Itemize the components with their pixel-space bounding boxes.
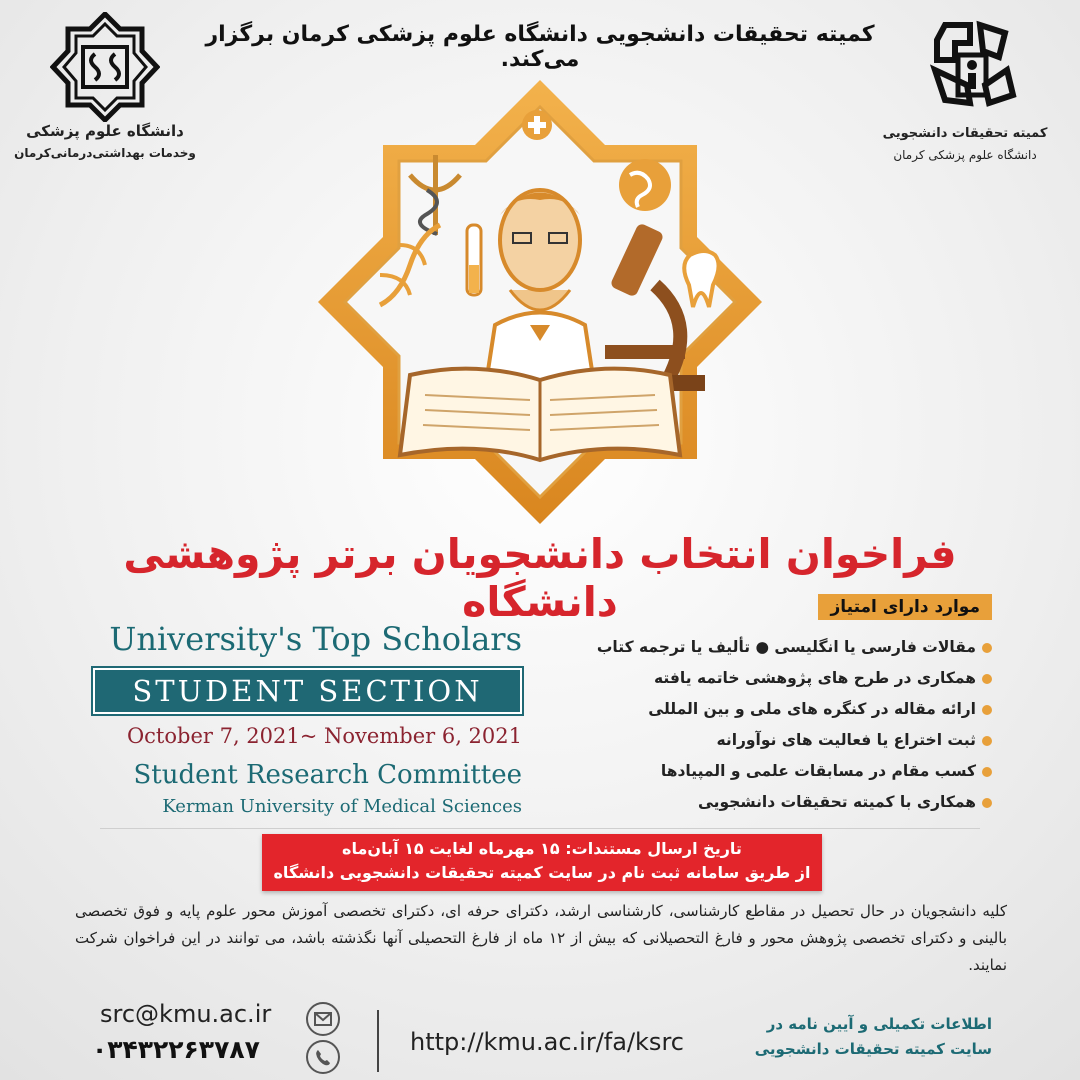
points-badge: موارد دارای امتیاز (818, 594, 992, 620)
src-logo-name: کمیته تحقیقات دانشجویی (882, 126, 1048, 141)
kmu-logo-name: دانشگاه علوم پزشکی (26, 122, 184, 140)
bullet-icon (982, 736, 992, 746)
bullet-icon (982, 767, 992, 777)
english-title: University's Top Scholars (109, 620, 522, 658)
main-title: فراخوان انتخاب دانشجویان برتر پژوهشی دانشگاه (123, 530, 957, 626)
email-icon (306, 1002, 340, 1036)
english-dates: October 7, 2021~ November 6, 2021 (126, 724, 522, 748)
globe-icon (619, 159, 671, 211)
list-item: همکاری با کمیته تحقیقات دانشجویی (552, 787, 992, 818)
more-info-line2: سایت کمیته تحقیقات دانشجویی (754, 1040, 992, 1058)
phone-icon (306, 1040, 340, 1074)
bullet-icon (982, 674, 992, 684)
bullet-icon (982, 705, 992, 715)
header-text: کمیته تحقیقات دانشجویی دانشگاه علوم پزشکی کرمان برگزار می‌کند. (205, 22, 875, 72)
list-item: مقالات فارسی یا انگلیسی ● تألیف یا ترجمه کتاب (552, 632, 992, 663)
src-logo-subname: دانشگاه علوم پزشکی کرمان (893, 148, 1037, 162)
book-icon (400, 369, 680, 460)
english-university: Kerman University of Medical Sciences (162, 796, 522, 817)
list-item: همکاری در طرح های پژوهشی خاتمه یافته (552, 663, 992, 694)
bullet-icon (982, 643, 992, 653)
deadline-banner (262, 834, 822, 891)
kmu-logo (50, 12, 160, 122)
student-section-band: STUDENT SECTION (93, 668, 522, 714)
website-url[interactable]: http://kmu.ac.ir/fa/ksrc (410, 1028, 684, 1056)
test-tube-icon (467, 225, 481, 295)
medical-plus-icon (522, 110, 552, 140)
divider (100, 828, 980, 829)
divider (377, 1010, 379, 1072)
email-address[interactable]: src@kmu.ac.ir (100, 1000, 272, 1028)
english-committee: Student Research Committee (133, 760, 522, 790)
bullet-icon (982, 798, 992, 808)
kmu-logo-subname: وخدمات بهداشتی‌درمانی‌کرمان (14, 146, 196, 160)
list-item: ثبت اختراع یا فعالیت های نوآورانه (552, 725, 992, 756)
deadline-line1: تاریخ ارسال مستندات: ۱۵ مهرماه لغایت ۱۵ آبان‌ماه (342, 839, 742, 858)
list-item: کسب مقام در مسابقات علمی و المپیادها (552, 756, 992, 787)
deadline-line2: از طریق سامانه ثبت نام در سایت کمیته تحقیقات دانشجویی دانشگاه (273, 863, 811, 882)
points-list (552, 632, 992, 818)
eligibility-text: کلیه دانشجویان در حال تحصیل در مقاطع کارشناسی، کارشناسی ارشد، دکترای حرفه ای، دکترای تخصصی آموزش محور علوم پایه و فوق تخصصی بالینی و دکترای تخصصی پژوهش محور و فارغ التحصیلانی که بیش از ۱۲ ماه از فارغ التحصیلی آنها نگذشته باشد، می توانند در این فراخوان شرکت نمایند. (75, 902, 1007, 974)
phone-number[interactable]: ۰۳۴۳۲۲۶۳۷۸۷ (92, 1035, 260, 1064)
researcher-illustration (305, 75, 775, 525)
more-info-line1: اطلاعات تکمیلی و آیین نامه در (766, 1015, 992, 1033)
list-item: ارائه مقاله در کنگره های ملی و بین المللی (552, 694, 992, 725)
src-logo (925, 15, 1020, 115)
